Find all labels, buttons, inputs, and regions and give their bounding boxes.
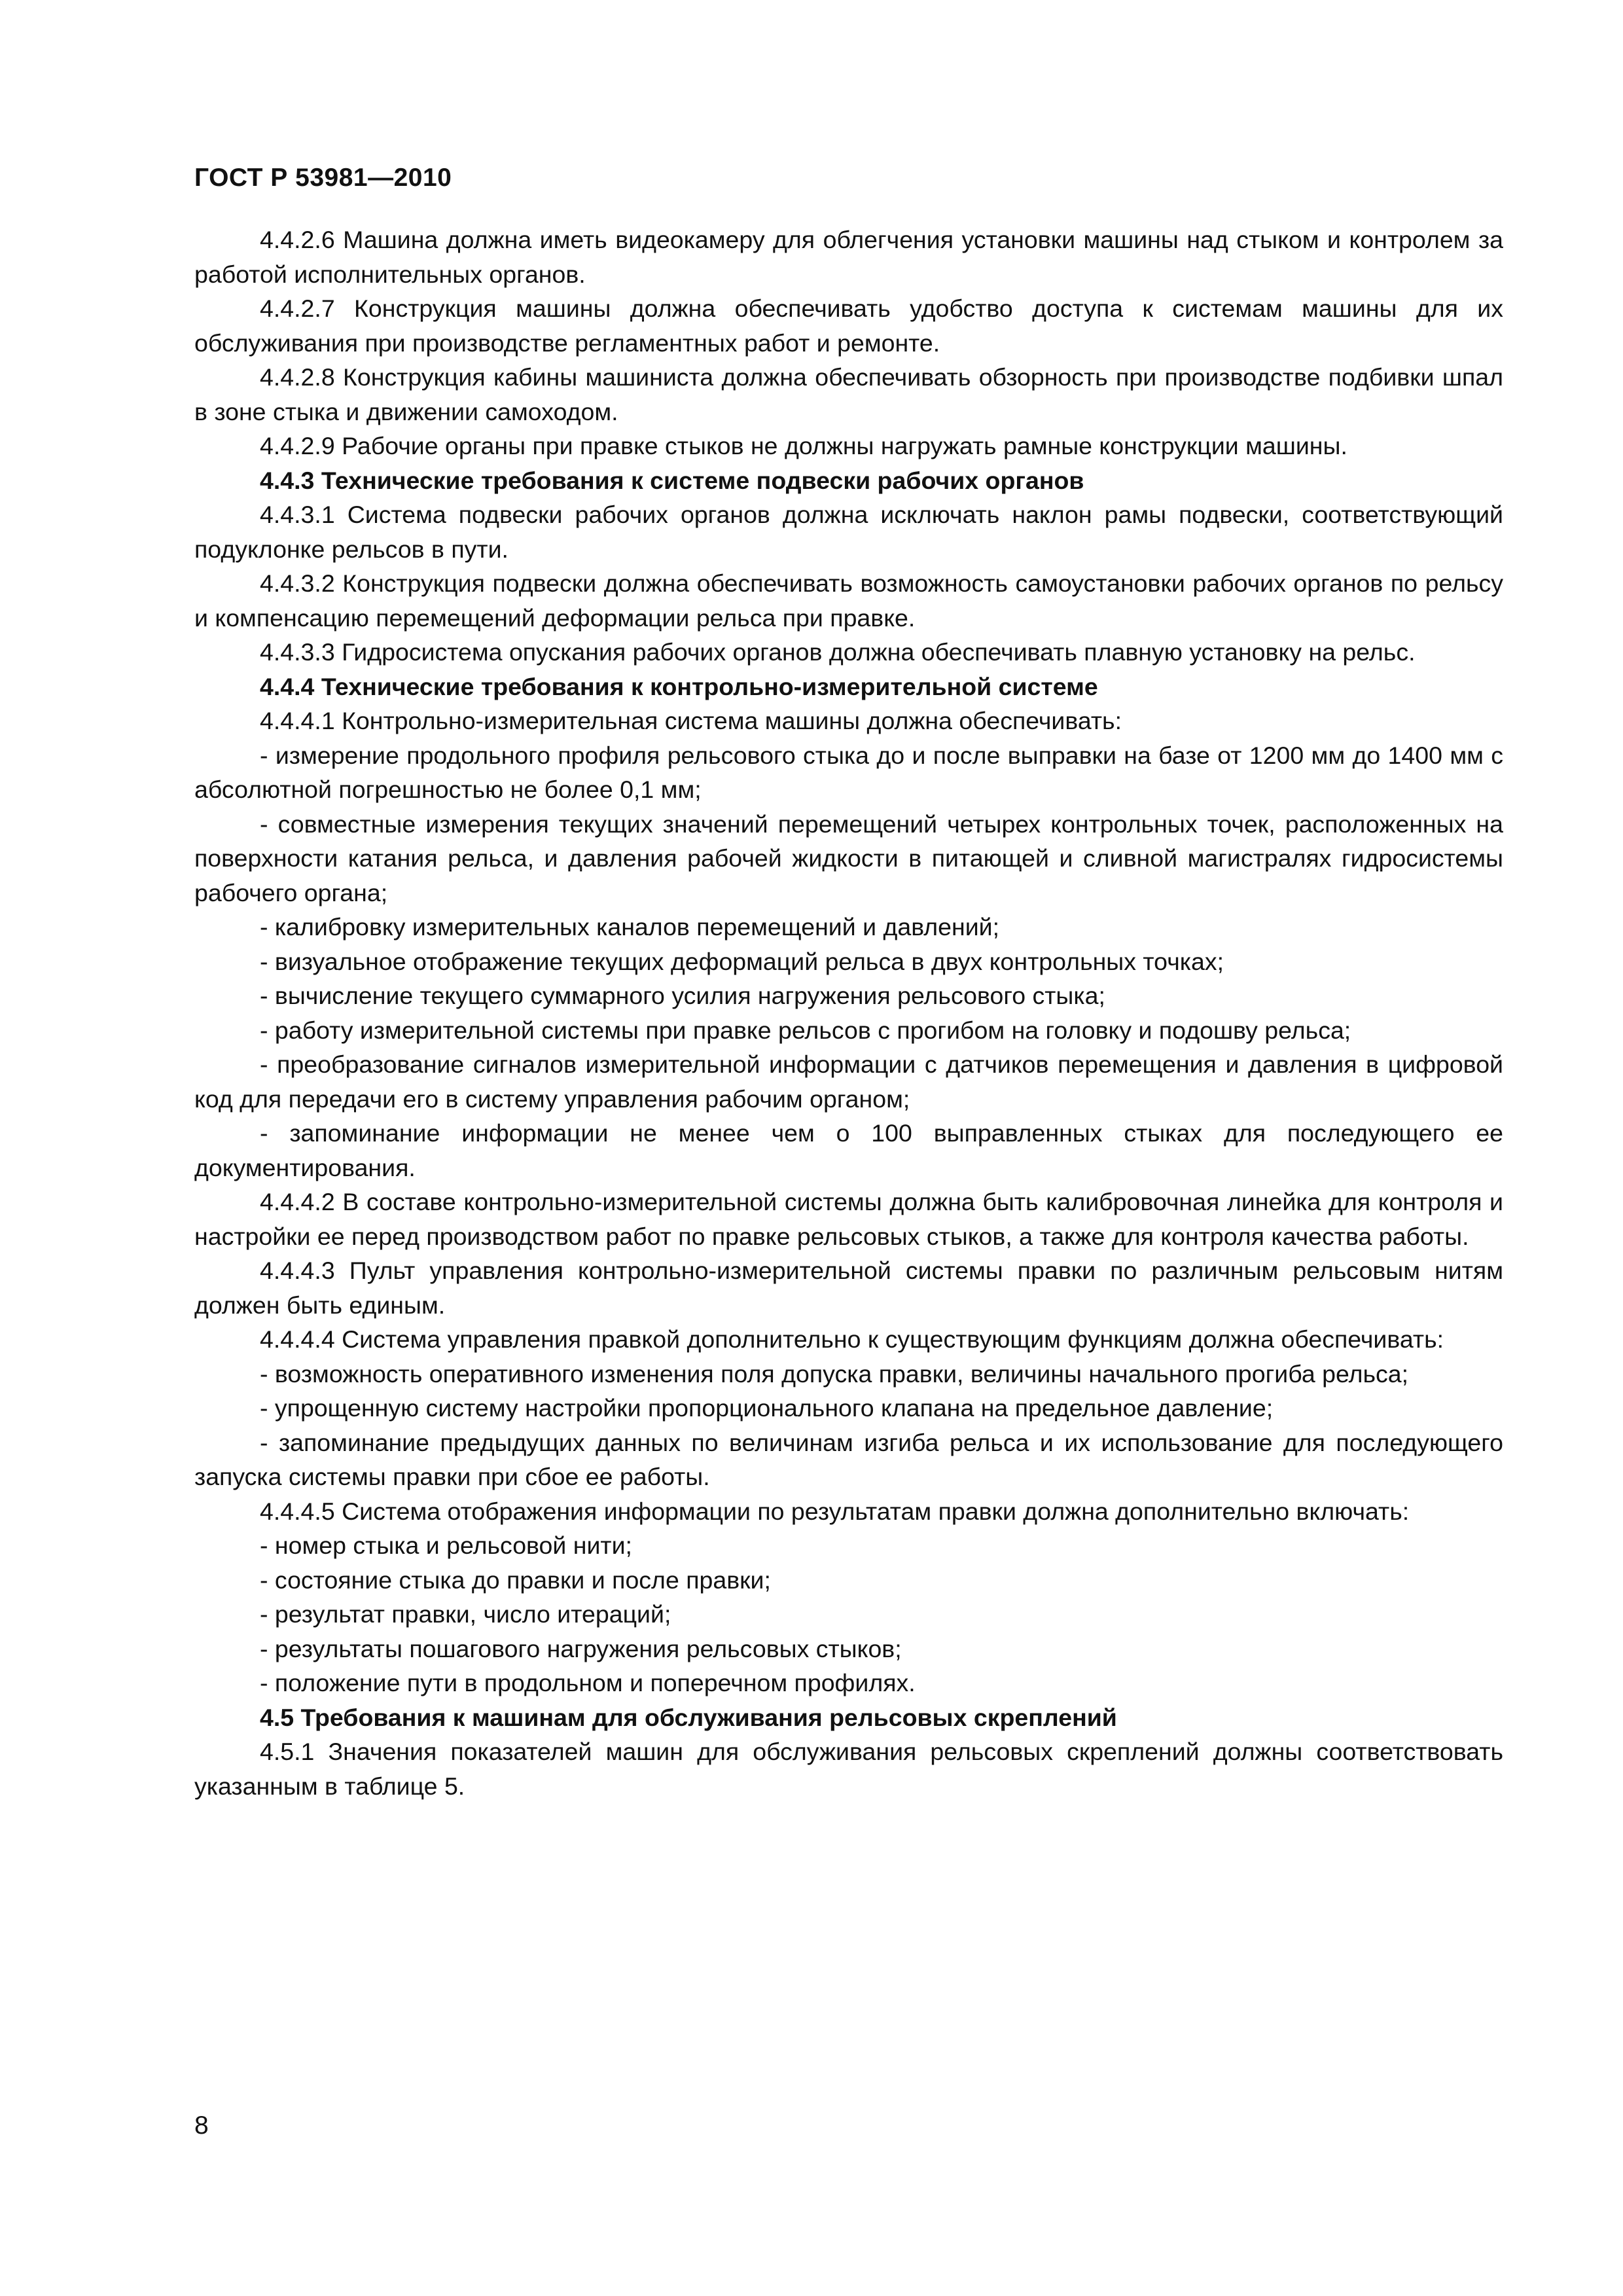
- paragraph-4-4-2-9: 4.4.2.9 Рабочие органы при правке стыков не должны нагружать рамные конструкции машины.: [260, 432, 1347, 459]
- list-item: - номер стыка и рельсовой нити;: [260, 1532, 632, 1559]
- list-item: - вычисление текущего суммарного усилия нагружения рельсового стыка;: [260, 982, 1105, 1009]
- paragraph-4-4-4-2: 4.4.4.2 В составе контрольно-измерительной системы должна быть калибровочная линейка для контроля и настройки ее перед производством работ по правке рельсовых стыков, а также для контроля качества работы.: [194, 1188, 1503, 1250]
- paragraph-4-4-4-3: 4.4.4.3 Пульт управления контрольно-измерительной системы правки по различным рельсовым нитям должен быть единым.: [194, 1257, 1503, 1319]
- list-item: - запоминание предыдущих данных по величинам изгиба рельса и их использование для последующего запуска системы правки при сбое ее работы.: [194, 1428, 1503, 1490]
- document-body: [194, 223, 1503, 1803]
- section-heading-4-4-3: 4.4.3 Технические требования к системе подвески рабочих органов: [260, 466, 1084, 494]
- list-item: - упрощенную систему настройки пропорционального клапана на предельное давление;: [260, 1394, 1274, 1422]
- paragraph-4-4-4-5: 4.4.4.5 Система отображения информации по результатам правки должна дополнительно включать:: [260, 1497, 1410, 1525]
- paragraph-4-4-2-7: 4.4.2.7 Конструкция машины должна обеспечивать удобство доступа к системам машины для их обслуживания при производстве регламентных работ и ремонте.: [194, 295, 1503, 357]
- paragraph-4-4-4-1: 4.4.4.1 Контрольно-измерительная система машины должна обеспечивать:: [260, 707, 1122, 734]
- paragraph-4-5-1: 4.5.1 Значения показателей машин для обслуживания рельсовых скреплений должны соответствовать указанным в таблице 5.: [194, 1738, 1503, 1800]
- list-item: - состояние стыка до правки и после правки;: [260, 1566, 771, 1594]
- paragraph-4-4-2-6: 4.4.2.6 Машина должна иметь видеокамеру для облегчения установки машины над стыком и контролем за работой исполнительных органов.: [194, 226, 1503, 288]
- paragraph-4-4-3-1: 4.4.3.1 Система подвески рабочих органов должна исключать наклон рамы подвески, соответствующий подуклонке рельсов в пути.: [194, 501, 1503, 563]
- list-item: - результаты пошагового нагружения рельсовых стыков;: [260, 1634, 902, 1662]
- list-item: - преобразование сигналов измерительной информации с датчиков перемещения и давления в цифровой код для передачи его в систему управления рабочим органом;: [194, 1050, 1503, 1113]
- list-item: - возможность оперативного изменения поля допуска правки, величины начального прогиба рельса;: [260, 1359, 1409, 1388]
- paragraph-4-4-3-2: 4.4.3.2 Конструкция подвески должна обеспечивать возможность самоустановки рабочих органов по рельсу и компенсацию перемещений деформации рельса при правке.: [194, 569, 1503, 632]
- section-heading-4-5: 4.5 Требования к машинам для обслуживания рельсовых скреплений: [260, 1703, 1117, 1731]
- list-item: - визуальное отображение текущих деформаций рельса в двух контрольных точках;: [260, 947, 1224, 975]
- paragraph-4-4-2-8: 4.4.2.8 Конструкция кабины машиниста должна обеспечивать обзорность при производстве подбивки шпал в зоне стыка и движении самоходом.: [194, 363, 1503, 425]
- document-header-code: ГОСТ Р 53981—2010: [194, 164, 452, 192]
- list-item: - совместные измерения текущих значений перемещений четырех контрольных точек, расположенных на поверхности катания рельса, и давления рабочей жидкости в питающей и сливной магистралях гидросистемы рабочего органа;: [194, 810, 1503, 906]
- list-item: - работу измерительной системы при правке рельсов с прогибом на головку и подошву рельса;: [260, 1016, 1351, 1044]
- list-item: - измерение продольного профиля рельсового стыка до и после выправки на базе от 1200 мм до 1400 мм с абсолютной погрешностью не более 0,1 мм;: [194, 741, 1503, 803]
- list-item: - калибровку измерительных каналов перемещений и давлений;: [260, 913, 1000, 941]
- section-heading-4-4-4: 4.4.4 Технические требования к контрольно-измерительной системе: [260, 672, 1098, 700]
- list-item: - результат правки, число итераций;: [260, 1600, 671, 1628]
- paragraph-4-4-3-3: 4.4.3.3 Гидросистема опускания рабочих органов должна обеспечивать плавную установку на рельс.: [260, 638, 1416, 666]
- page-number: 8: [194, 2111, 209, 2140]
- list-item: - запоминание информации не менее чем о 100 выправленных стыках для последующего ее документирования.: [194, 1119, 1503, 1181]
- list-item: - положение пути в продольном и поперечном профилях.: [260, 1669, 916, 1696]
- paragraph-4-4-4-4: 4.4.4.4 Система управления правкой дополнительно к существующим функциям должна обеспечивать:: [260, 1325, 1444, 1353]
